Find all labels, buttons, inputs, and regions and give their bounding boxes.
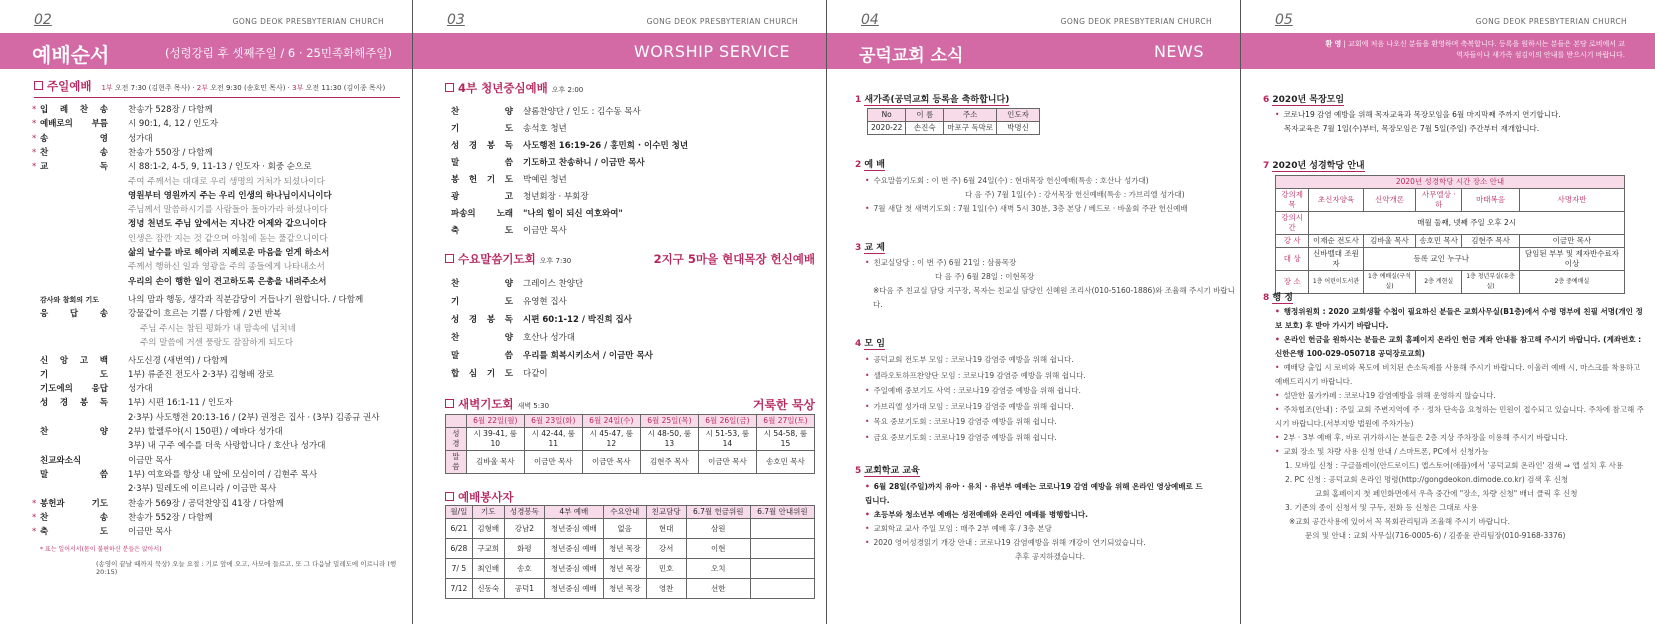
volunteers-cell: 현대: [646, 519, 686, 539]
order-label: 합 심 기 도: [451, 369, 513, 379]
news-2-heading: 2 예 배: [855, 160, 885, 170]
news-4-body: [865, 352, 1235, 445]
order-value: 2부) 할렐루야(시 150편) / 예바다 성가대: [128, 427, 283, 437]
volunteers-cell: 청년중심 예배: [544, 519, 603, 539]
order-label: 기도에의 응답: [40, 384, 108, 395]
footnote: * 표는 일어서서(몸이 불편하신 분들은 앉아서): [40, 546, 162, 554]
dawn-cell: 송호민 목사: [756, 451, 814, 474]
academy-col: 사무엘상 · 하: [1416, 189, 1462, 212]
page-header-band: [827, 33, 1240, 69]
list-text: 목요 중보기도회 : 코로나19 감염증 예방을 위해 쉽니다.: [873, 417, 1057, 426]
order-value: 사도행전 16:19-26 / 홍민희 · 이수민 청년: [523, 141, 689, 151]
order-value: 1부) 류준진 전도사 2·3부) 김형배 장로: [128, 369, 274, 380]
order-value: 사도신경 (새번역) / 다함께: [128, 355, 228, 366]
order-value: 호산나 성가대: [523, 333, 575, 343]
table-row: [446, 559, 815, 579]
square-icon: [445, 254, 454, 263]
volunteers-header: 수요안내: [603, 506, 646, 519]
welcome-note: 환 영 | 교회에 처음 나오신 분들을 환영하며 축복합니다. 등록을 원하시는 분들은 본당 로비에서 교역자들이나 새가족 섬김이의 안내를 받으시기 바랍니다.: [1325, 40, 1625, 59]
order-row: [451, 314, 811, 332]
dawn-cell: 시 42-44, 룸 11: [524, 428, 582, 451]
psalm-text: 주님께서 말씀하시기를 사람들아 돌아가라 하셨나이다: [128, 205, 328, 216]
academy-label: 강 사: [1276, 235, 1309, 248]
dawn-date: 6월 23일(화): [524, 415, 582, 428]
news-2-body: • 수요말씀기도회 : 이 번 주) 6월 24일(수) : 현대목장 헌신예배(특송 : 호산나 성가대) 다 음 주) 7월 1일(수) : 강서목장 헌신예배(특송 : 가브리엘 성가대) • 7월 새달 첫 새벽기도회 : 7월 1일(수) 새벽 5시 30분, 3층 본당 / 베드로 · 바울회 주관 헌신예배: [865, 176, 1188, 213]
volunteers-cell: 민호: [646, 559, 686, 579]
psalm-text: 우리의 손이 행한 일이 견고하도록 은총을 내려주소서: [128, 276, 327, 287]
news-8-body: • 행정위원회 : 2020 교회생활 수첩이 필요하신 분들은 교회사무실(B1층)에서 수령 명부에 친필 서명(개인 정보 보호) 후 받아 가시기 바랍니다. • 온라인 헌금을 원하시는 분들은 교회 홈페이지 온라인 헌금 계좌 안내를 참고해 주시기 바랍니다. (계좌번호 : 신한은행 100-029-050718 공덕장로교회) • 예배당 출입 시 로비와 복도에 비치된 손소독제를 사용해 주시기 바랍니다. 이울러 예배 시, 마스크를 착용하고 예배드리시기 바랍니다. • 설만한 물가카페 : 코로나19 감염예방을 위해 운영하지 않습니다. • 주차협조(안내) : 주일 교회 주변지역에 주 · 정차 단속을 요청하는 민원이 접수되고 있습니다. 주차에 참고해 주시기 바랍니다.(서부지방 법원에 주차가능) • 2부 · 3부 예배 후, 바로 귀가하시는 분들은 2층 지상 주차장을 이용해 주시기 바랍니다. • 교회 장소 및 차량 사용 신청 안내 / 스마트폰, PC에서 신청가능 1. 모바일 신청 : 구글플레이(안드로이드) 앱스토어(애플)에서 '공덕교회 온라인' 검색 ⇒ 앱 설치 후 사용 2. PC 신청 : 공덕교회 온라인 명령(http://gongdeokon.dimode.co.kr) 검색 후 신청 교회 홈페이지 첫 페인화면에서 우측 중간에 "장소, 차량 신청" 배너 클릭 후 신청 3. 기존의 종이 신청서 및 구두, 전화 등 신청은 그대로 사용 ※교회 공간사용에 있어서 꼭 목회관리팀과 조율해 주시기 바랍니다. 문의 및 안내 : 교회 사무실(716-0005-6) / 김종윤 관리팀장(010-9168-3376): [1275, 307, 1644, 540]
new-family-cell: 2020-22: [868, 122, 906, 135]
list-item: [865, 383, 1235, 399]
star-icon: *: [32, 162, 37, 173]
star-icon: *: [32, 105, 37, 115]
dawn-cell: 김현주 목사: [640, 451, 698, 474]
star-icon: *: [32, 512, 37, 523]
volunteers-cell: 청년중심 예배: [544, 559, 603, 579]
list-item: [865, 399, 1235, 415]
table-row: [446, 579, 815, 599]
new-family-cell: 손진숙: [906, 122, 944, 135]
volunteers-heading: 예배봉사자: [445, 489, 514, 505]
dawn-row-label: 말씀: [446, 451, 467, 474]
order-label: 찬 송: [40, 512, 108, 523]
volunteers-header: 기도: [472, 506, 504, 519]
order-label: 기 도: [40, 369, 108, 380]
bullet-icon: •: [865, 370, 870, 380]
order-label: 봉헌과 기도: [40, 498, 108, 509]
order-row: [451, 157, 811, 174]
volunteers-cell: 청년중심 예배: [544, 579, 603, 599]
order-value: 강물같이 흐르는 기쁨 / 다함께 / 2번 반복: [128, 309, 282, 320]
square-icon: [445, 492, 454, 501]
wednesday-service-order: [451, 278, 811, 386]
dawn-date: 6월 27일(토): [756, 415, 814, 428]
volunteers-header: 월/일: [446, 506, 473, 519]
dawn-cell: 시 54-58, 룸 15: [756, 428, 814, 451]
dawn-cell: 시 39-41, 룸 10: [466, 428, 524, 451]
psalm-text: 영원부터 영원까지 주는 우리 인생의 하나님이시니이다: [128, 190, 332, 201]
response-text: 주님 주시는 참된 평화가 내 맘속에 넘치네: [140, 323, 296, 334]
order-label: 봉 헌 기 도: [451, 175, 513, 185]
order-label: 신 앙 고 백: [40, 355, 108, 366]
service-times: 1부 오전 7:30 (김현주 목사) · 2부 오전 9:30 (송호민 목사) · 3부 오전 11:30 (김이종 목사): [101, 84, 386, 92]
church-name: GONG DEOK PRESBYTERIAN CHURCH: [1475, 17, 1627, 26]
bible-academy-table: 2020년 성경학당 시간 장소 안내 강의제목 초신자양육 신약개론 사무엘상 · 하 마태복음 사명자반 강의시간 매월 둘째, 넷째 주일 오후 2시 강 사 이재순 전도사 김바울 목사 송호민 목사 김현주 목사 이금만 목사 대 상 신바벨대 조원자 등록 교인 누구나 담임된 부부 및 제자반수료자 이상 장 소 1층 어린이도서관 1층 예배실(구석실) 2층 계현실 1층 청년부실(유층실) 2층 중예배실: [1275, 175, 1625, 294]
order-row: [451, 174, 811, 191]
star-icon: *: [32, 133, 37, 144]
volunteers-cell: 청년 목장: [603, 539, 646, 559]
church-name: GONG DEOK PRESBYTERIAN CHURCH: [646, 17, 798, 26]
order-label: 성 경 봉 독: [40, 398, 108, 409]
dawn-cell: 이금만 목사: [524, 451, 582, 474]
list-item: [865, 352, 1235, 368]
academy-col: 강의제목: [1276, 189, 1309, 212]
order-value: 시 88:1-2, 4-5, 9, 11-13 / 인도자 · 회중 순으로: [128, 162, 312, 173]
order-value: 시편 60:1-12 / 박진희 집사: [523, 315, 632, 325]
order-label: 찬 양: [40, 427, 108, 437]
academy-cell: 이재순 전도사: [1309, 235, 1363, 248]
order-value: 송석호 청년: [523, 124, 567, 134]
order-label: 찬 송: [40, 147, 108, 158]
bullet-icon: •: [865, 386, 870, 395]
dawn-cell: 시 51-53, 룸 14: [698, 428, 756, 451]
dawn-cell: 이금만 목사: [698, 451, 756, 474]
order-label: 파송의 노래: [451, 209, 513, 219]
order-row: [451, 225, 811, 242]
volunteers-cell: 청년중심 예배: [544, 539, 603, 559]
dawn-cell: 이금만 목사: [582, 451, 640, 474]
order-label: 친교와소식: [40, 455, 82, 466]
academy-cell: 1층 예배실(구석실): [1363, 271, 1416, 294]
square-icon: [34, 81, 43, 90]
volunteers-cell: 구교희: [472, 539, 504, 559]
square-icon: [445, 399, 454, 408]
table-row: [446, 519, 815, 539]
order-label: 감사와 참회의 기도: [40, 295, 99, 304]
square-icon: [445, 83, 454, 92]
page-header-band: [0, 33, 412, 69]
new-family-header: 주소: [944, 109, 997, 122]
page-title: 예배순서: [32, 43, 110, 67]
dawn-date: 6월 24일(수): [582, 415, 640, 428]
academy-col: 신약개론: [1363, 189, 1416, 212]
volunteers-cell: 선한: [686, 579, 750, 599]
order-label: 축 도: [40, 527, 108, 538]
academy-col: 마태복음: [1462, 189, 1520, 212]
order-label: 말 씀: [451, 351, 513, 361]
psalm-text: 주여 주께서는 대대로 우리 생명의 거처가 되셨나이다: [128, 176, 325, 187]
list-item: [865, 414, 1235, 430]
order-label: 기 도: [451, 297, 513, 307]
news-1-heading: 1 새가족(공덕교회 등록을 축하합니다): [855, 95, 1010, 105]
bullet-icon: •: [865, 401, 870, 411]
today-verse: (송영이 끝날 때까지 묵상) 오늘 요절 : 기로 앞에 오고, 사모에 들르고, 또 그 다음날 밀레도에 이르니라 (행 20:15): [96, 560, 397, 577]
order-value: 샬롬찬양단 / 인도 : 김수동 목사: [523, 107, 641, 117]
order-row: [451, 123, 811, 140]
volunteers-cell: 강남2: [504, 519, 544, 539]
page-04: [827, 0, 1241, 624]
volunteers-cell: 신동숙: [472, 579, 504, 599]
order-label: 응 답 송: [40, 309, 108, 320]
page-title: 공덕교회 소식: [859, 46, 964, 66]
volunteers-cell: 강서: [646, 539, 686, 559]
dawn-cell: 시 45-47, 룸 12: [582, 428, 640, 451]
volunteers-header: 4부 예배: [544, 506, 603, 519]
order-label: 성 경 봉 독: [451, 141, 513, 151]
academy-cell: 1층 어린이도서관: [1309, 271, 1363, 294]
page-number: 04: [861, 12, 879, 28]
news-4-heading: 4 모 임: [855, 339, 885, 349]
order-label: 찬 양: [451, 107, 513, 117]
news-3-body: • 친교실당당 : 이 번 주) 6월 21일 : 삼품목장 다 음 주) 6월 28일 : 이현목장 ※다음 주 친교실 담당 지구장, 목자는 친교실 담당인 신혜원 조리사(010-5160-1886)와 조율해 주시기 바랍니다.: [865, 258, 1235, 309]
volunteers-cell: 이현: [686, 539, 750, 559]
bullet-icon: •: [865, 432, 870, 442]
new-family-table: [867, 108, 1040, 135]
volunteers-header: 6.7월 헌금위원: [686, 506, 750, 519]
page-header-band: [413, 33, 826, 69]
youth-worship-order: [451, 106, 811, 242]
section-label: 주일예배: [47, 79, 92, 93]
volunteers-cell: 7/ 5: [446, 559, 473, 579]
academy-cell: 2층 계현실: [1416, 271, 1462, 294]
order-row: [451, 332, 811, 350]
order-row: [451, 208, 811, 225]
order-label: 광 고: [451, 192, 513, 202]
volunteers-header: 성경봉독: [504, 506, 544, 519]
order-row: [451, 278, 811, 296]
psalm-text: 인생은 잠깐 지는 것 같으며 아침에 돋는 풀같으니이다: [128, 233, 328, 244]
page-title-en: NEWS: [1153, 42, 1204, 61]
order-label: 송 영: [40, 133, 108, 144]
page-subtitle: (성령강림 후 셋째주일 / 6 · 25민족화해주일): [164, 46, 392, 60]
volunteers-cell: 6/28: [446, 539, 473, 559]
volunteers-cell: 공덕1: [504, 579, 544, 599]
page-number: 05: [1275, 12, 1293, 28]
list-text: 공덕교회 전도부 모임 : 코로나19 감염증 예방을 위해 쉽니다.: [873, 355, 1074, 364]
volunteers-cell: 없음: [603, 519, 646, 539]
dawn-row-label: 성경: [446, 428, 467, 451]
order-row: [451, 350, 811, 368]
volunteers-cell: 김형배: [472, 519, 504, 539]
order-value: 2·3부) 밀레도에 이르니라 / 이금만 목사: [128, 484, 277, 495]
order-value: 이금만 목사: [523, 226, 567, 236]
volunteers-cell: 청년 목장: [603, 559, 646, 579]
academy-label: 장 소: [1276, 271, 1309, 294]
dawn-date: 6월 25일(목): [640, 415, 698, 428]
volunteers-cell: 화평: [504, 539, 544, 559]
order-value: 3부) 내 구주 예수를 더욱 사랑합니다 / 호산나 성가대: [128, 441, 326, 452]
list-item: [865, 368, 1235, 384]
dawn-cell: 김바울 목사: [466, 451, 524, 474]
volunteers-cell: 6/21: [446, 519, 473, 539]
order-row: [451, 191, 811, 208]
order-value: 찬송가 569장 / 공덕찬양집 41장 / 다함께: [128, 498, 284, 509]
list-text: 가브리엘 성가대 모임 : 코로나19 감염증 예방을 위해 쉽니다.: [873, 401, 1074, 411]
wednesday-service-heading: 수요말씀기도회 오후 7:30 2지구 5마을 현대목장 헌신예배: [445, 251, 815, 267]
star-icon: *: [32, 147, 37, 158]
volunteers-cell: 7/12: [446, 579, 473, 599]
order-value: 그레이스 찬양단: [523, 279, 584, 289]
order-value: 나의 맘과 행동, 생각과 직분감당이 거듭나기 원합니다. / 다함께: [128, 294, 364, 305]
academy-col: 사명자반: [1519, 189, 1624, 212]
volunteers-cell: 청년 목장: [603, 579, 646, 599]
order-value: 우리를 회복시키소서 / 이금만 목사: [523, 351, 653, 361]
order-value: 이금만 목사: [128, 455, 172, 466]
page-02: [0, 0, 413, 624]
page-title: WORSHIP SERVICE: [633, 42, 790, 61]
order-label: 기 도: [451, 124, 513, 134]
order-value: 성가대: [128, 384, 153, 395]
academy-col: 초신자양육: [1309, 189, 1363, 212]
dawn-prayer-table: [445, 414, 815, 474]
new-family-header: 인도자: [997, 109, 1040, 122]
order-label: 찬 양: [451, 333, 513, 343]
order-label: 축 도: [451, 226, 513, 236]
order-value: 기도하고 찬송하니 / 이금만 목사: [523, 158, 645, 168]
order-label: 말 씀: [451, 158, 513, 168]
list-text: 주일예배 중보기도 사역 : 코로나19 감염증 예방을 위해 쉽니다.: [873, 386, 1081, 395]
new-family-header: No: [868, 109, 906, 122]
order-label: 성 경 봉 독: [451, 315, 513, 325]
volunteers-header: 6.7월 안내위원: [750, 506, 814, 519]
psalm-text: 정녕 천년도 주님 앞에서는 지나간 어제와 같으니이다: [128, 219, 327, 230]
volunteers-cell: 최인배: [472, 559, 504, 579]
volunteers-cell: [750, 559, 814, 579]
star-icon: *: [32, 498, 37, 509]
order-row: [451, 106, 811, 123]
page-header-band: [1241, 33, 1655, 69]
academy-cell: 김현주 목사: [1462, 235, 1520, 248]
list-text: 셀라오토하프찬양단 모임 : 코로나19 감염증 예방을 위해 쉽니다.: [873, 370, 1086, 380]
order-value: 찬송가 528장 / 다함께: [128, 105, 213, 115]
order-value: 청년회장 · 부회장: [523, 192, 589, 202]
academy-cell: 김바울 목사: [1363, 235, 1416, 248]
order-value: 다같이: [523, 369, 548, 379]
order-value: 시 90:1, 4, 12 / 인도자: [128, 119, 218, 130]
order-value: 찬송가 550장 / 다함께: [128, 147, 213, 158]
news-5-heading: 5 교회학교 교육: [855, 466, 920, 476]
academy-cell: 송호민 목사: [1416, 235, 1462, 248]
order-value: 유영현 집사: [523, 297, 567, 307]
volunteers-cell: [750, 579, 814, 599]
star-icon: *: [32, 119, 37, 130]
academy-cell: 2층 중예배실: [1519, 271, 1624, 294]
psalm-text: 주께서 행하신 일과 영광을 주의 종들에게 나타내소서: [128, 262, 325, 273]
dawn-prayer-heading: 새벽기도회 새벽 5:30 거룩한 묵상: [445, 396, 815, 413]
church-name: GONG DEOK PRESBYTERIAN CHURCH: [232, 17, 384, 26]
academy-cell: 1층 청년부실(유층실): [1462, 271, 1520, 294]
psalm-text: 삶의 날수를 바로 헤아려 지혜로운 마음을 얻게 하소서: [128, 248, 330, 258]
volunteers-cell: 오치: [686, 559, 750, 579]
volunteers-table: [445, 505, 815, 599]
page-number: 03: [447, 12, 465, 28]
order-label: 말 씀: [40, 469, 108, 480]
order-label: 교 독: [40, 162, 108, 173]
order-row: [451, 296, 811, 314]
response-text: 주의 말씀에 거센 풍랑도 잠잠하게 되도다: [140, 337, 294, 348]
bullet-icon: •: [865, 417, 870, 426]
academy-cell: 이금만 목사: [1519, 235, 1624, 248]
news-6-heading: 6 2020년 목장모임: [1263, 95, 1345, 105]
star-icon: *: [32, 527, 37, 538]
dawn-date: 6월 26일(금): [698, 415, 756, 428]
new-family-cell: 박명신: [997, 122, 1040, 135]
list-item: [865, 430, 1235, 446]
youth-worship-heading: 4부 청년중심예배 오후 2:00: [445, 80, 583, 96]
order-label: 입 례 찬 송: [40, 105, 108, 115]
volunteers-cell: [750, 519, 814, 539]
new-family-cell: 마포구 독막로: [944, 122, 997, 135]
news-5-body: • 6월 28일(주일)까지 유아 · 유치 · 유년부 예배는 코로나19 감염 예방을 위해 온라인 영상예배로 드립니다. • 초등부와 청소년부 예배는 성전예배와 온라인 예배를 병행합니다. • 교회학교 교사 주일 모임 : 매주 2부 예배 후 / 3층 본당 • 2020 영어성경읽기 개강 안내 : 코로나19 감염예방을 위해 개강이 연기되었습니다. 추후 공지하겠습니다.: [865, 482, 1203, 561]
order-row: [451, 368, 811, 386]
volunteers-header: 친교담당: [646, 506, 686, 519]
volunteers-cell: 삼원: [686, 519, 750, 539]
order-value: 1부) 여호와를 항상 내 앞에 모심이여 / 김현주 목사: [128, 469, 318, 480]
page-05: [1241, 0, 1655, 624]
page-03: [413, 0, 827, 624]
order-value: "나의 힘이 되신 여호와여": [523, 209, 623, 219]
order-value: 박예린 청년: [523, 175, 567, 185]
order-value: 찬송가 552장 / 다함께: [128, 512, 213, 523]
news-7-heading: 7 2020년 성경학당 안내: [1263, 161, 1365, 171]
news-3-heading: 3 교 제: [855, 243, 885, 253]
volunteers-cell: 영찬: [646, 579, 686, 599]
order-value: 이금만 목사: [128, 527, 172, 538]
order-row: [451, 140, 811, 157]
news-8-heading: 8 행 정: [1263, 293, 1293, 303]
order-label: 찬 양: [451, 279, 513, 289]
list-text: 금요 중보기도회 : 코로나19 감염증 예방을 위해 쉽니다.: [873, 432, 1057, 442]
volunteers-cell: [750, 539, 814, 559]
volunteers-cell: 송호: [504, 559, 544, 579]
order-value: 2·3부) 사도행전 20:13-16 / (2부) 권정은 집사 · (3부) 김종규 권사: [128, 412, 380, 423]
bullet-icon: •: [865, 355, 870, 364]
church-name: GONG DEOK PRESBYTERIAN CHURCH: [1060, 17, 1212, 26]
page-number: 02: [34, 12, 52, 28]
new-family-header: 이 름: [906, 109, 944, 122]
order-value: 성가대: [128, 133, 153, 144]
table-row: [446, 539, 815, 559]
order-label: 예배로의 부름: [40, 119, 108, 130]
order-value: 1부) 시편 16:1-11 / 인도자: [128, 398, 233, 409]
dawn-date: 6월 22일(월): [466, 415, 524, 428]
sunday-worship-heading: [34, 78, 400, 98]
dawn-cell: 시 48-50, 룸 13: [640, 428, 698, 451]
news-6-body: • 코로나19 감염 예방을 위해 목자교육과 목장모임을 6월 마지막째 주까지 연기합니다. 목자교육은 7월 1일(수)부터, 목장모임은 7월 5일(주일) 주간부터 재개합니다.: [1275, 110, 1561, 133]
